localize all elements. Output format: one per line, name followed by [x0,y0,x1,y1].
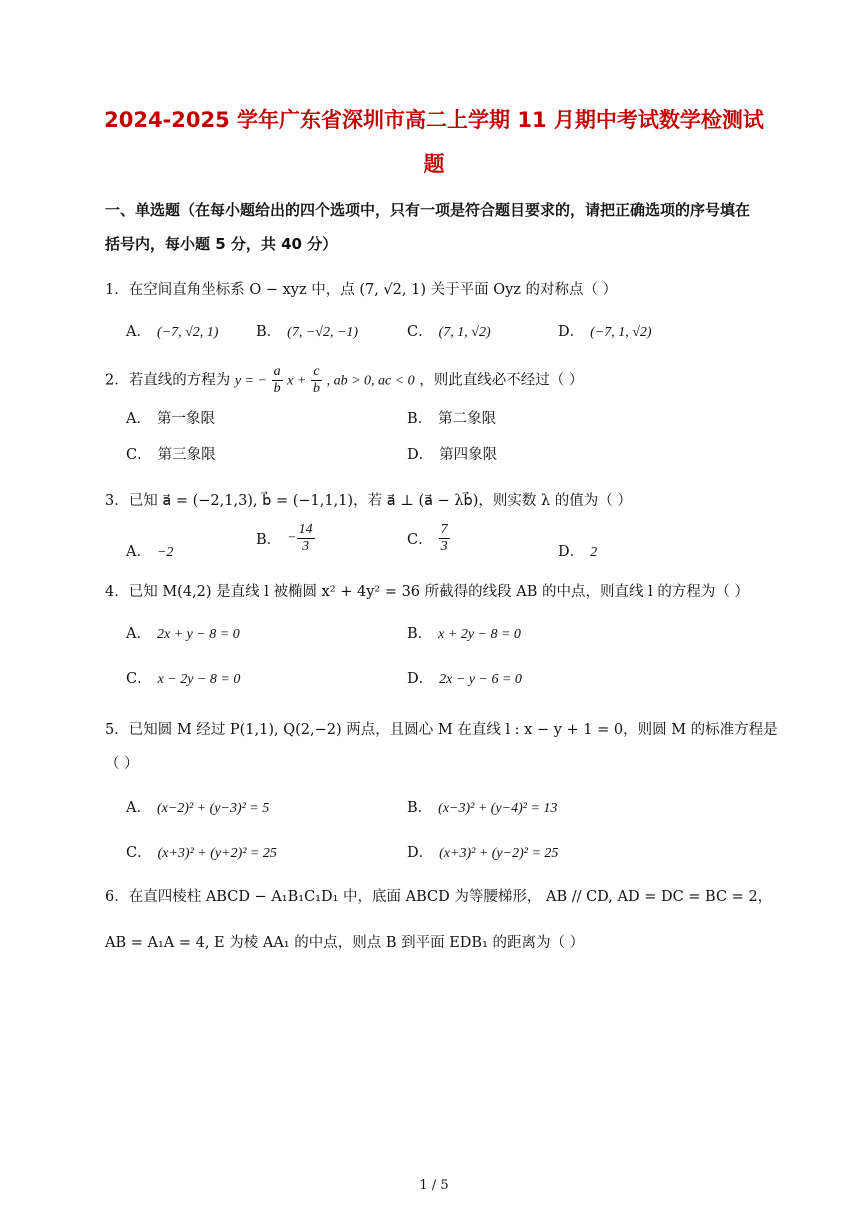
fraction-7-over-3 [439,522,450,555]
option-label: A． [126,544,151,560]
option-label: B． [407,411,433,427]
question-4-option-c [126,667,240,688]
question-3-option-d [558,540,597,561]
option-text: 2x − y − 6 = 0 [439,672,522,687]
question-5-option-b [407,796,557,817]
question-2-option-a [126,407,215,428]
option-label: D． [407,671,434,687]
question-2-option-c [126,443,216,464]
question-4-option-a [126,622,240,643]
fraction-c-over-b [311,364,322,397]
option-label: A． [126,626,151,642]
option-label: C． [407,324,433,340]
question-2-option-b [407,407,496,428]
question-5-stem: 5．已知圆 M 经过 P(1,1), Q(2,−2) 两点，且圆心 M 在直线 l : x − y + 1 = 0，则圆 M 的标准方程是 [105,722,778,738]
question-3-stem: 3．已知 a⃗ = (−2,1,3), b⃗ = (−1,1,1)，若 a⃗ ⊥ (a⃗ − λb⃗)，则实数 λ 的值为（ ） [105,493,632,509]
question-3-option-c [407,522,450,555]
option-label: C． [126,447,152,463]
section-heading-line2: 括号内，每小题 5 分，共 40 分） [105,235,338,253]
option-text: 第二象限 [438,411,497,427]
question-2-prefix: 2．若直线的方程为 [105,372,231,389]
fraction-a-over-b [272,364,283,397]
option-text: (x+3)² + (y−2)² = 25 [439,846,559,861]
section-heading-line1: 一、单选题（在每小题给出的四个选项中，只有一项是符合题目要求的，请把正确选项的序号填在 [105,201,751,219]
option-text: −2 [156,545,174,560]
question-2-suffix: ，则此直线必不经过（ ） [419,372,584,389]
option-label: D． [407,845,434,861]
question-5-stem-2: （ ） [105,756,139,772]
numerator: 14 [298,522,313,537]
option-text: (x−2)² + (y−3)² = 5 [156,801,270,816]
option-label: A． [126,411,151,427]
option-label: C． [126,671,152,687]
denominator: b [312,381,320,396]
option-label: A． [126,800,151,816]
option-text: (−7, √2, 1) [156,325,219,340]
denominator: 3 [297,538,315,555]
question-5-option-c [126,841,277,862]
question-1-option-b [256,320,358,341]
option-label: D． [558,544,585,560]
option-text: (−7, 1, √2) [590,325,652,340]
option-label: C． [126,845,152,861]
question-1-option-a [126,320,218,341]
question-2-stem [105,364,583,397]
denominator: 3 [440,539,448,554]
option-text: 第一象限 [156,411,215,427]
question-3-option-b [256,522,315,555]
option-text: 2 [590,545,598,560]
denominator: b [273,381,281,396]
numerator: a [273,364,281,379]
option-text: (7, −√2, −1) [287,325,359,340]
question-2-option-d [407,443,497,464]
option-label: D． [407,447,434,463]
question-4-stem: 4．已知 M(4,2) 是直线 l 被椭圆 x² + 4y² = 36 所截得的线段 AB 的中点，则直线 l 的方程为（ ） [105,584,749,600]
option-text: 第三象限 [157,447,216,463]
option-label: B． [407,626,433,642]
option-label: B． [407,800,433,816]
option-text: (x+3)² + (y+2)² = 25 [157,846,277,861]
option-label: D． [558,324,585,340]
fraction-14-over-3 [297,522,315,555]
option-text: x − 2y − 8 = 0 [157,672,241,687]
question-6-stem-line2: AB = A₁A = 4, E 为棱 AA₁ 的中点，则点 B 到平面 EDB₁ 的距离为（ ） [105,935,585,951]
option-text: (7, 1, √2) [438,325,491,340]
option-label: A． [126,324,151,340]
numerator: 7 [440,522,448,537]
equation-condition: , ab > 0, ac < 0 [326,373,415,389]
numerator: c [313,364,320,379]
question-6-stem-line1: 6．在直四棱柱 ABCD − A₁B₁C₁D₁ 中，底面 ABCD 为等腰梯形， AB // CD, AD = DC = BC = 2， [105,889,773,905]
option-text: 第四象限 [439,447,498,463]
option-label: C． [407,532,433,548]
option-label: B． [256,532,282,548]
option-text: (x−3)² + (y−4)² = 13 [438,801,558,816]
equation-x-plus: x + [287,373,307,389]
equation-y: y = − [234,373,267,389]
document-title-line1: 2024-2025 学年广东省深圳市高二上学期 11 月期中考试数学检测试 [104,108,764,132]
question-4-option-b [407,622,521,643]
question-3-option-a [126,540,173,561]
question-5-option-d [407,841,558,862]
option-label: B． [256,324,282,340]
option-text: x + 2y − 8 = 0 [438,627,521,642]
option-text: 2x + y − 8 = 0 [156,627,240,642]
page-number: 1 / 5 [419,1178,449,1193]
question-1-option-d [558,320,652,341]
question-1-option-c [407,320,491,341]
question-1-stem: 1．在空间直角坐标系 O − xyz 中，点 (7, √2, 1) 关于平面 Oyz 的对称点（ ） [105,282,618,298]
question-5-option-a [126,796,269,817]
option-sign: − [287,530,297,546]
document-title-line2: 题 [423,152,445,176]
question-4-option-d [407,667,522,688]
